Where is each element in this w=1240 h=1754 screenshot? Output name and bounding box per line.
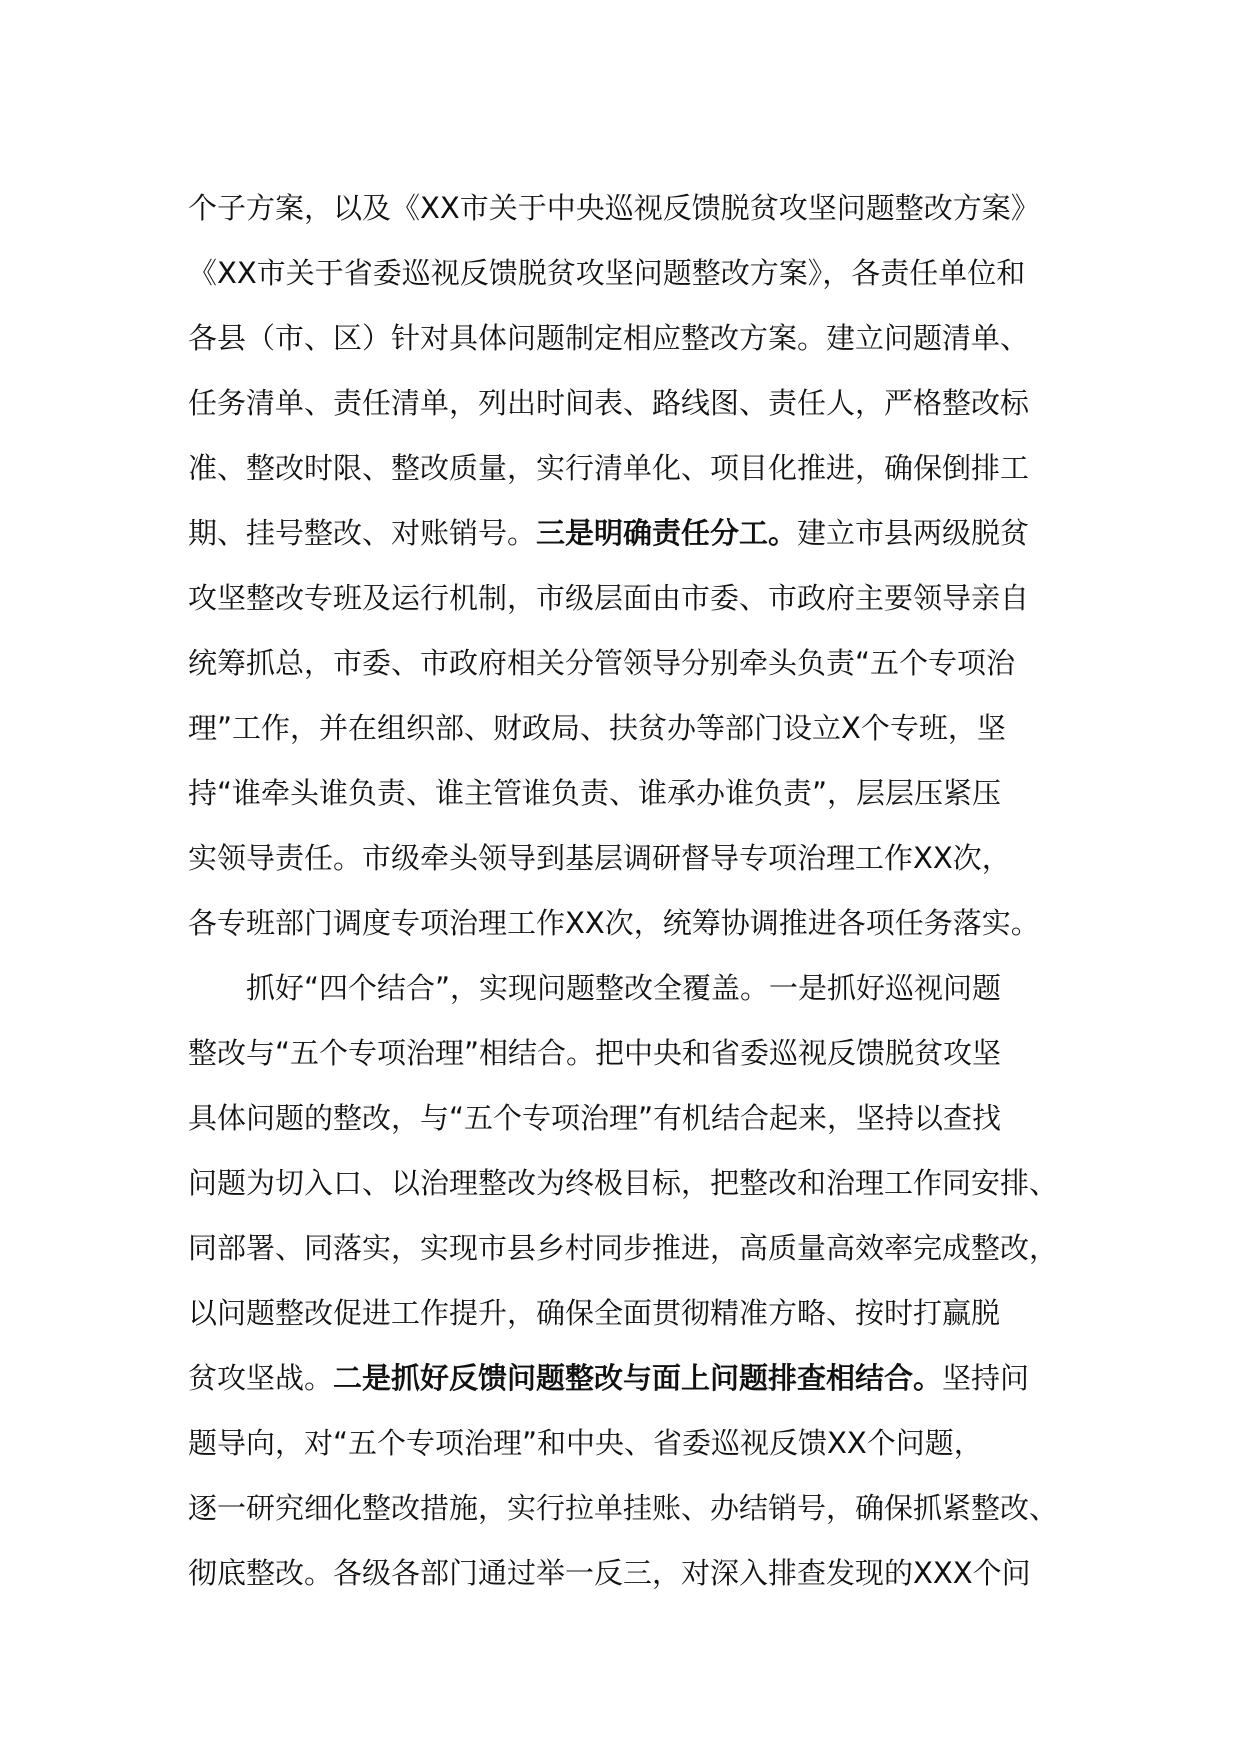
text-line — [188, 891, 1088, 956]
text-segment: 各县（市、区）针对具体问题制定相应整改方案。建立问题清单、 — [188, 321, 1030, 355]
bold-heading: 三是明确责任分工。 — [536, 516, 798, 550]
text-line — [188, 306, 1088, 371]
text-line — [188, 761, 1088, 826]
text-segment: 贫攻坚战。 — [188, 1361, 334, 1395]
text-segment: 期、挂号整改、对账销号。 — [188, 516, 537, 550]
text-line — [188, 696, 1088, 761]
text-segment: 统筹抓总，市委、市政府相关分管领导分别牵头负责“五个专项治 — [188, 646, 1016, 680]
text-segment: 准、整改时限、整改质量，实行清单化、项目化推进，确保倒排工 — [188, 451, 1030, 485]
text-segment: 建立市县两级脱贫 — [797, 516, 1030, 550]
text-line — [188, 1151, 1088, 1216]
bold-heading: 二是抓好反馈问题整改与面上问题排查相结合。 — [333, 1361, 943, 1395]
text-line — [188, 241, 1088, 306]
text-segment: 整改与“五个专项治理”相结合。把中央和省委巡视反馈脱贫攻坚 — [188, 1036, 1002, 1070]
text-line — [188, 1411, 1088, 1476]
text-line — [188, 1346, 1088, 1411]
text-segment: 题导向，对“五个专项治理”和中央、省委巡视反馈XX个问题， — [188, 1426, 983, 1460]
text-segment: 各专班部门调度专项治理工作XX次，统筹协调推进各项任务落实。 — [188, 906, 1040, 940]
text-segment: 个子方案，以及《XX市关于中央巡视反馈脱贫攻坚问题整改方案》 — [188, 191, 1040, 225]
text-line — [188, 176, 1088, 241]
text-line — [188, 631, 1088, 696]
text-segment: 攻坚整改专班及运行机制，市级层面由市委、市政府主要领导亲自 — [188, 581, 1030, 615]
text-line — [188, 1086, 1088, 1151]
text-segment: 逐一研究细化整改措施，实行拉单挂账、办结销号，确保抓紧整改、 — [188, 1491, 1059, 1525]
text-segment: 理”工作，并在组织部、财政局、扶贫办等部门设立X个专班，坚 — [188, 711, 1006, 745]
text-segment: 具体问题的整改，与“五个专项治理”有机结合起来，坚持以查找 — [188, 1101, 1002, 1135]
text-line — [188, 956, 1088, 1021]
text-segment: 彻底整改。各级各部门通过举一反三，对深入排查发现的XXX个问 — [188, 1556, 1031, 1590]
text-segment: 《XX市关于省委巡视反馈脱贫攻坚问题整改方案》，各责任单位和 — [188, 256, 1026, 290]
text-line — [188, 371, 1088, 436]
text-segment: 同部署、同落实，实现市县乡村同步推进，高质量高效率完成整改， — [188, 1231, 1059, 1265]
text-line — [188, 566, 1088, 631]
text-line — [188, 1281, 1088, 1346]
text-line — [188, 826, 1088, 891]
text-segment: 实领导责任。市级牵头领导到基层调研督导专项治理工作XX次， — [188, 841, 1011, 875]
body-text — [188, 176, 1088, 1606]
text-segment: 任务清单、责任清单，列出时间表、路线图、责任人，严格整改标 — [188, 386, 1030, 420]
text-segment: 以问题整改促进工作提升，确保全面贯彻精准方略、按时打赢脱 — [188, 1296, 1001, 1330]
text-segment: 抓好“四个结合”，实现问题整改全覆盖。一是抓好巡视问题 — [246, 971, 1002, 1005]
text-line — [188, 1021, 1088, 1086]
text-line — [188, 1476, 1088, 1541]
text-segment: 坚持问 — [942, 1361, 1030, 1395]
text-line — [188, 501, 1088, 566]
text-segment: 问题为切入口、以治理整改为终极目标，把整改和治理工作同安排、 — [188, 1166, 1059, 1200]
text-line — [188, 1541, 1088, 1606]
text-line — [188, 1216, 1088, 1281]
text-line — [188, 436, 1088, 501]
text-segment: 持“谁牵头谁负责、谁主管谁负责、谁承办谁负责”，层层压紧压 — [188, 776, 1002, 810]
